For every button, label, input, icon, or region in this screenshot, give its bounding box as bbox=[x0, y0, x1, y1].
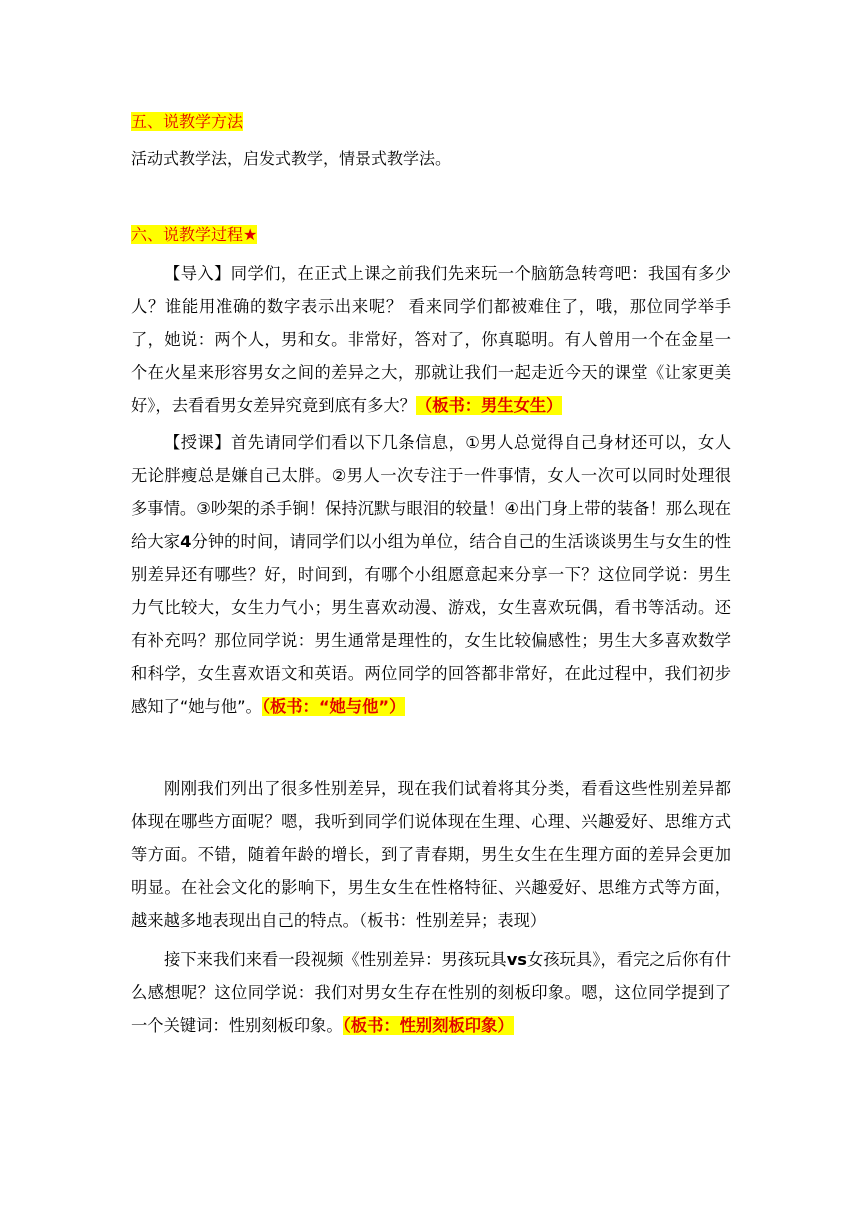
section-5-text: 活动式教学法，启发式教学，情景式教学法。 bbox=[131, 149, 452, 168]
section-6-title bbox=[131, 225, 257, 244]
section-6-title-text: 六、说教学过程 bbox=[131, 225, 244, 244]
video-body: 接下来我们来看一段视频《性别差异：男孩玩具 bbox=[164, 950, 507, 969]
paragraph-differences bbox=[131, 772, 731, 937]
paragraph-video bbox=[131, 943, 731, 1042]
lecture-label: 【授课】 bbox=[164, 433, 231, 452]
paragraph-lecture bbox=[131, 426, 731, 723]
section-5-heading bbox=[131, 109, 243, 135]
video-board-note: （板书：性别刻板印象） bbox=[342, 1016, 514, 1035]
lecture-board-note: （板书：“她与他”） bbox=[261, 697, 406, 716]
intro-label: 【导入】 bbox=[164, 264, 231, 283]
lecture-number: 4 bbox=[180, 532, 192, 551]
lecture-body-2: 分钟的时间，请同学们以小组为单位，结合自己的生活谈谈男生与女生的性别差异还有哪些？好，时间到，有哪个小组愿意起来分享一下？这位同学说：男生力气比较大，女生力气小；男生喜欢动漫、游戏，女生喜欢玩偶，看书等活动。还有补充吗？那位同学说：男生通常是理性的，女生比较偏感性；男生大多喜欢数学和科学，女生喜欢语文和英语。两位同学的回答都非常好，在此过程中，我们初步感知了“她与他”。 bbox=[131, 532, 731, 716]
differences-body: 刚刚我们列出了很多性别差异，现在我们试着将其分类，看看这些性别差异都体现在哪些方面呢？嗯，我听到同学们说体现在生理、心理、兴趣爱好、思维方式等方面。不错，随着年龄的增长，到了青春期，男生女生在生理方面的差异会更加明显。在社会文化的影响下，男生女生在性格特征、兴趣爱好、思维方式等方面，越来越多地表现出自己的特点。（板书：性别差异；表现） bbox=[131, 779, 731, 930]
video-vs: vs bbox=[506, 950, 527, 969]
video-body-2: 女孩玩具》，看完之后你有什么感想呢？这位同学说：我们对男女生存在性别的刻板印象。嗯，这位同学提到了一个关键词：性别刻板印象。 bbox=[131, 950, 731, 1035]
paragraph-intro bbox=[131, 257, 731, 422]
star-icon: ★ bbox=[243, 225, 258, 244]
lecture-body: 首先请同学们看以下几条信息，①男人总觉得自己身材还可以，女人无论胖瘦总是嫌自己太胖。②男人一次专注于一件事情，女人一次可以同时处理很多事情。③吵架的杀手锏！保持沉默与眼泪的较量！④出门身上带的装备！那么现在给大家 bbox=[131, 433, 731, 551]
section-6-heading bbox=[131, 222, 257, 248]
intro-body: 同学们，在正式上课之前我们先来玩一个脑筋急转弯吧：我国有多少人？谁能用准确的数字表示出来呢？ 看来同学们都被难住了，哦，那位同学举手了，她说：两个人，男和女。非常好，答对了，你真聪明。有人曾用一个在金星一个在火星来形容男女之间的差异之大，那就让我们一起走近今天的课堂《让家更美好》，去看看男女差异究竟到底有多大？ bbox=[131, 264, 731, 415]
section-5-title: 五、说教学方法 bbox=[131, 112, 244, 131]
intro-board-note: （板书：男生女生） bbox=[415, 396, 563, 415]
